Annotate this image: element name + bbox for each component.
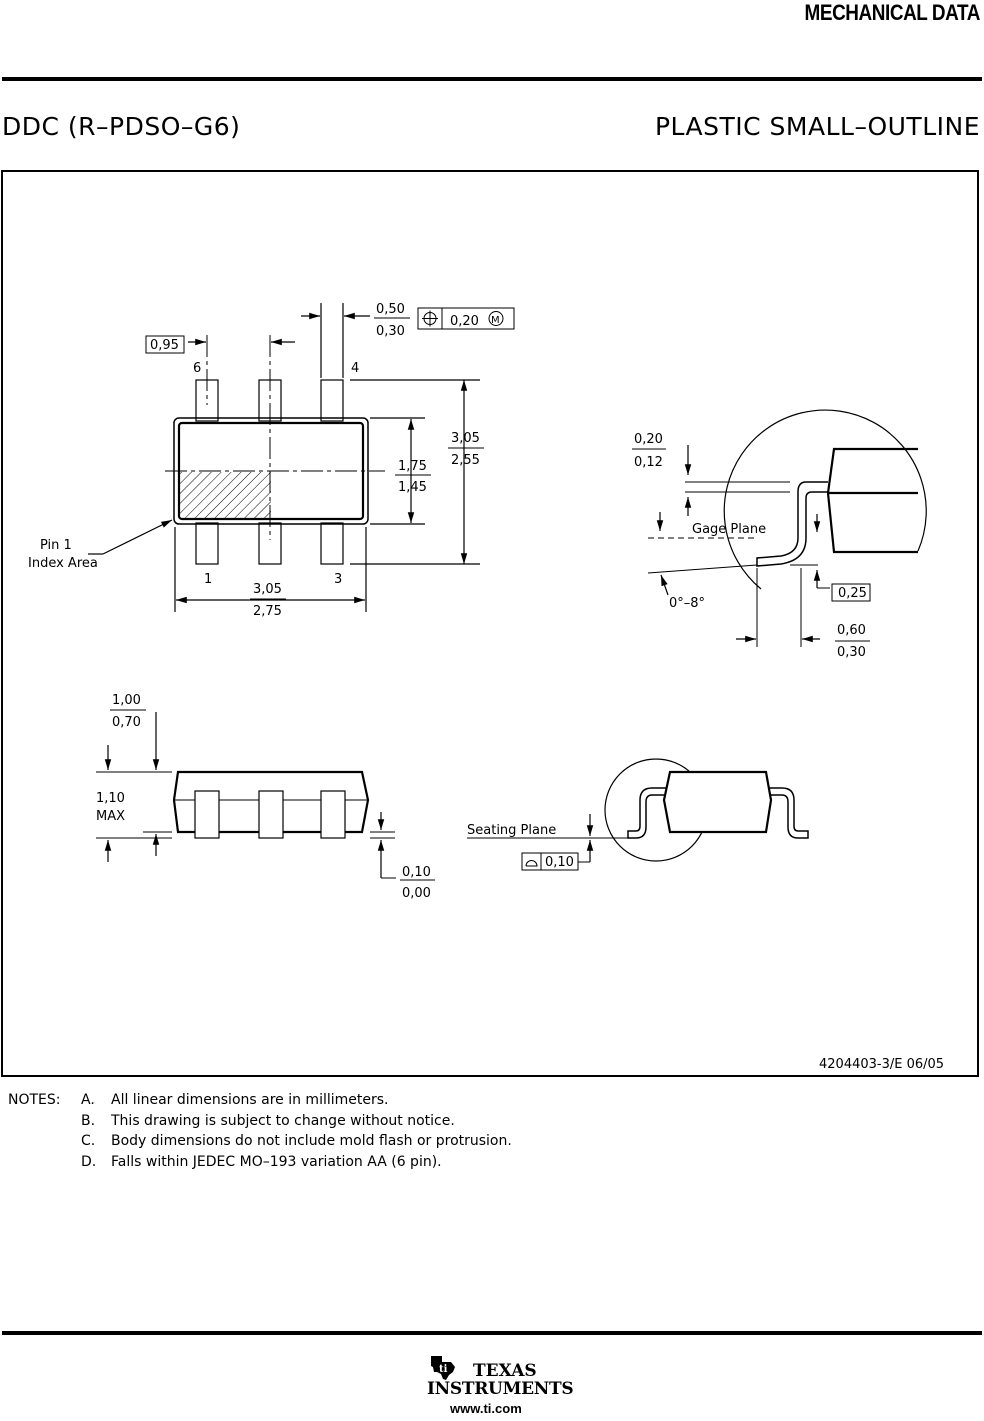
lead-width-max-label: 0,50 xyxy=(376,302,405,317)
lead-thickness-max-label: 0,20 xyxy=(634,432,663,447)
angle-label: 0°–8° xyxy=(669,596,706,611)
note-letter: D. xyxy=(81,1153,97,1170)
package-type: PLASTIC SMALL–OUTLINE xyxy=(654,112,980,141)
gage-height-label: 0,25 xyxy=(838,586,867,601)
lead-2 xyxy=(259,523,281,564)
brand-texas: TEXAS xyxy=(473,1361,537,1381)
note-text: Body dimensions do not include mold flash or protrusion. xyxy=(111,1133,512,1149)
body-length-max-label: 3,05 xyxy=(253,582,282,597)
tolerance-modifier-label: M xyxy=(491,315,500,326)
foot-length-max-label: 0,60 xyxy=(837,623,866,638)
side-view xyxy=(96,710,435,880)
note-c xyxy=(81,1131,512,1152)
note-text: This drawing is subject to change without notice. xyxy=(111,1112,455,1129)
overall-width-min-label: 2,55 xyxy=(451,453,480,468)
pin1-index-area xyxy=(178,472,271,520)
gage-plane-label: Gage Plane xyxy=(692,522,767,537)
end-view xyxy=(467,759,808,870)
lead-1 xyxy=(196,523,218,564)
lead-width-min-label: 0,30 xyxy=(376,324,405,339)
top-view-labels xyxy=(28,302,500,619)
body-width-max-label: 1,75 xyxy=(398,459,427,474)
website-link[interactable]: www.ti.com xyxy=(450,1401,522,1416)
pin-label-3: 3 xyxy=(334,572,343,587)
pin1-label: Pin 1 xyxy=(40,538,72,553)
package-code: DDC (R–PDSO–G6) xyxy=(2,112,241,141)
index-area-label: Index Area xyxy=(28,556,98,571)
brand-instruments: INSTRUMENTS xyxy=(427,1379,574,1399)
section-title: MECHANICAL DATA xyxy=(804,0,980,25)
standoff-max-label: 0,10 xyxy=(402,865,431,880)
svg-text:ti: ti xyxy=(439,1364,448,1375)
footer-rule xyxy=(2,1331,982,1335)
note-letter: B. xyxy=(81,1112,96,1129)
pin-label-1: 1 xyxy=(204,572,213,587)
body-width-min-label: 1,45 xyxy=(398,480,427,495)
lead-3 xyxy=(321,523,343,564)
note-letter: C. xyxy=(81,1133,96,1149)
detail-view xyxy=(632,410,926,647)
note-a xyxy=(81,1090,388,1111)
seating-plane-label: Seating Plane xyxy=(467,823,557,838)
end-view-labels xyxy=(467,823,574,870)
pin-pitch-label: 0,95 xyxy=(150,338,179,353)
lead-4 xyxy=(321,380,343,421)
note-text: All linear dimensions are in millimeters. xyxy=(111,1092,389,1108)
body-height-max-label: 1,00 xyxy=(112,693,141,708)
drawing-number: 4204403-3/E 06/05 xyxy=(819,1057,945,1072)
overall-height-max-label: MAX xyxy=(96,809,126,824)
notes-label: NOTES: xyxy=(8,1092,61,1108)
note-d xyxy=(81,1152,442,1173)
note-b xyxy=(81,1111,455,1132)
standoff-min-label: 0,00 xyxy=(402,886,431,901)
ti-logo[interactable] xyxy=(424,1353,574,1419)
pin-label-4: 4 xyxy=(351,361,360,376)
position-tolerance-label: 0,20 xyxy=(450,314,479,329)
pin-label-6: 6 xyxy=(193,361,202,376)
body-length-min-label: 2,75 xyxy=(253,604,282,619)
note-text: Falls within JEDEC MO–193 variation AA (6 pin). xyxy=(111,1153,442,1170)
body-height-min-label: 0,70 xyxy=(112,715,141,730)
foot-length-min-label: 0,30 xyxy=(837,645,866,660)
lead-thickness-min-label: 0,12 xyxy=(634,455,663,470)
coplanarity-label: 0,10 xyxy=(545,855,574,870)
overall-height-label: 1,10 xyxy=(96,791,125,806)
overall-width-max-label: 3,05 xyxy=(451,431,480,446)
note-letter: A. xyxy=(81,1092,95,1108)
